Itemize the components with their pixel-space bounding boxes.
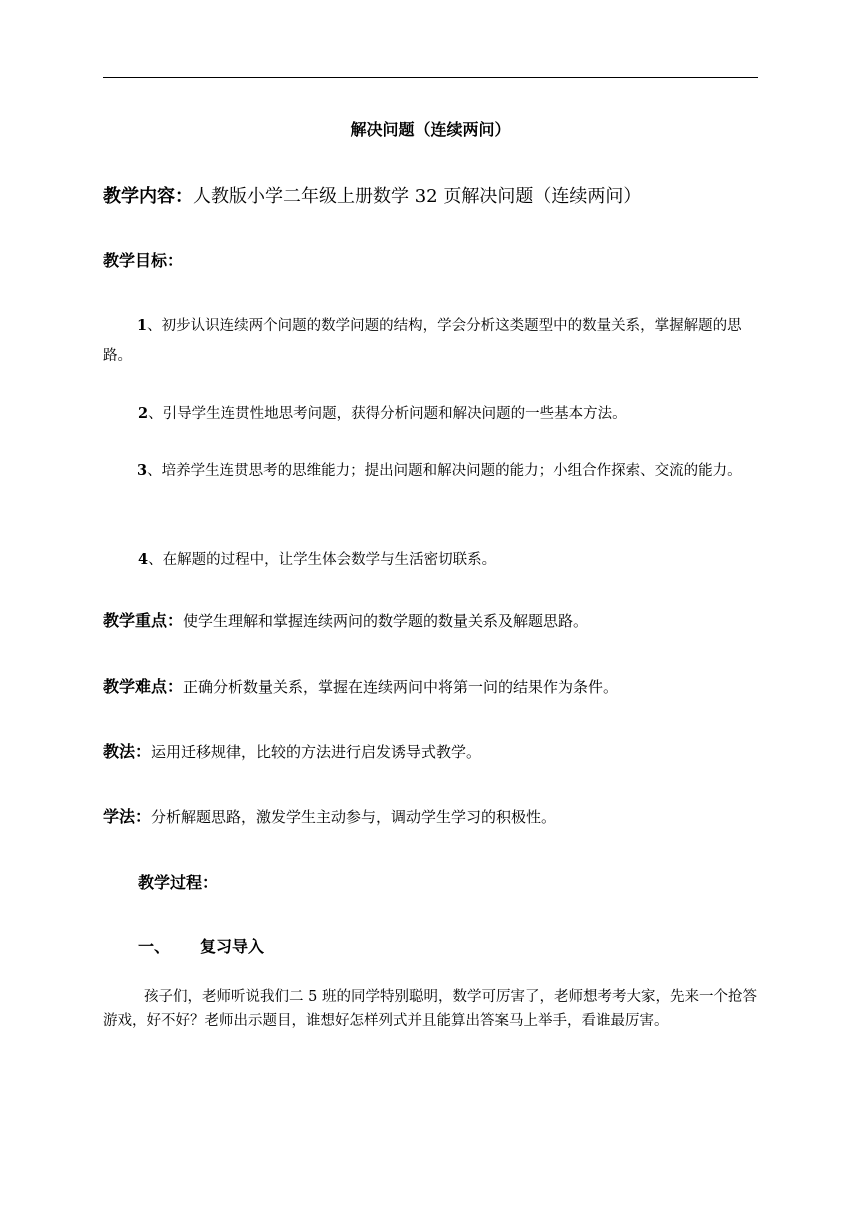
- goal-separator: 、: [148, 406, 163, 422]
- goal-number: 3: [137, 462, 148, 479]
- goal-text: 初步认识连续两个问题的数学问题的结构，学会分析这类题型中的数量关系，掌握解题的思路。: [103, 318, 742, 364]
- goal-text: 培养学生连贯思考的思维能力；提出问题和解决问题的能力；小组合作探索、交流的能力。: [161, 463, 742, 479]
- goal-number: 1: [137, 317, 148, 334]
- goal-item-1: [103, 311, 758, 371]
- teaching-goals-label: 教学目标：: [103, 251, 184, 270]
- process-label: 教学过程：: [138, 873, 219, 892]
- goal-separator: 、: [148, 552, 163, 568]
- goal-number: 2: [138, 405, 149, 422]
- key-point-label: 教学重点：: [103, 611, 184, 630]
- teaching-method-label: 教法：: [103, 742, 152, 761]
- teaching-content-label: 教学内容：: [103, 186, 193, 207]
- teaching-goals-heading: [103, 248, 758, 271]
- goal-separator: 、: [147, 318, 162, 334]
- teaching-method: [103, 739, 758, 762]
- goal-item-3: [103, 456, 758, 486]
- section-review-heading: [103, 934, 758, 957]
- learning-method: [103, 804, 758, 827]
- teaching-method-text: 运用迁移规律，比较的方法进行启发诱导式教学。: [151, 743, 482, 761]
- section-title: 复习导入: [200, 937, 265, 956]
- key-point-text: 使学生理解和掌握连续两问的数学题的数量关系及解题思路。: [183, 612, 589, 630]
- teaching-content: [103, 182, 758, 208]
- learning-method-text: 分析解题思路，激发学生主动参与，调动学生学习的积极性。: [151, 808, 557, 826]
- goal-number: 4: [138, 551, 149, 568]
- goal-text: 引导学生连贯性地思考问题，获得分析问题和解决问题的一些基本方法。: [162, 406, 627, 422]
- goal-item-4: [103, 548, 758, 569]
- section-number: 一、: [138, 937, 171, 956]
- goal-text: 在解题的过程中，让学生体会数学与生活密切联系。: [162, 552, 497, 568]
- difficulty-text: 正确分析数量关系，掌握在连续两问中将第一问的结果作为条件。: [183, 678, 619, 696]
- key-point: [103, 608, 758, 631]
- intro-paragraph: 孩子们，老师听说我们二 5 班的同学特别聪明，数学可厉害了，老师想考考大家，先来一个抢答游戏，好不好？老师出示题目，谁想好怎样列式并且能算出答案马上举手，看谁最厉害。: [103, 989, 757, 1029]
- difficulty: [103, 674, 758, 697]
- process-heading: [103, 870, 758, 893]
- learning-method-label: 学法：: [103, 807, 152, 826]
- goal-separator: 、: [147, 463, 162, 479]
- header-rule: [103, 77, 758, 78]
- difficulty-label: 教学难点：: [103, 677, 184, 696]
- teaching-content-text: 人教版小学二年级上册数学 32 页解决问题（连续两问）: [193, 186, 642, 207]
- document-title: 解决问题（连续两问）: [350, 120, 511, 139]
- goal-item-2: [103, 402, 758, 423]
